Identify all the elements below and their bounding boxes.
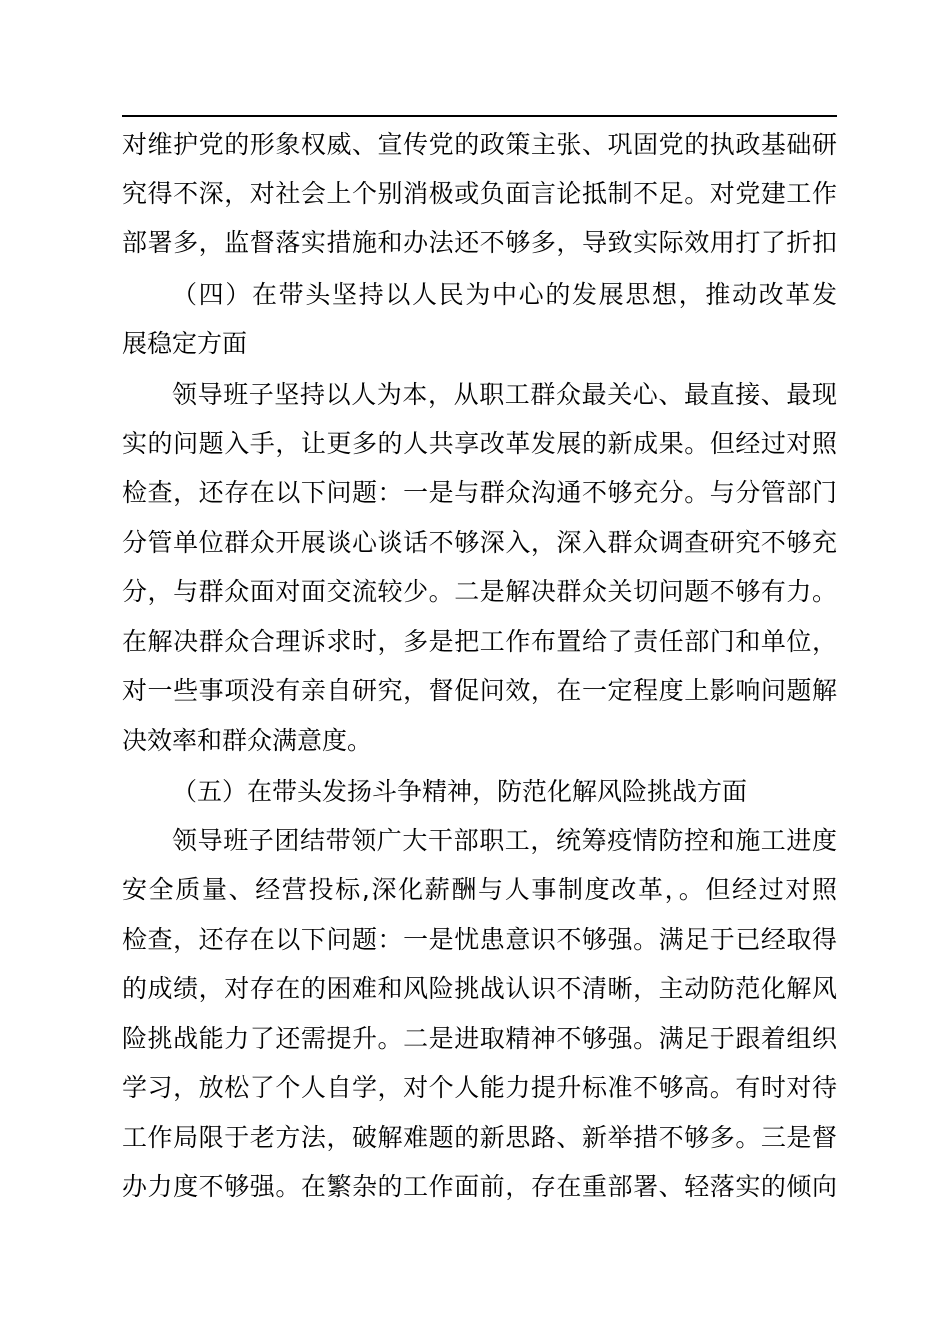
body-line: 的成绩，对存在的困难和风险挑战认识不清晰，主动防范化解风 [122,974,837,1003]
section-heading-five: （五）在带头发扬斗争精神，防范化解风险挑战方面 [172,777,748,806]
section-heading-four-continued: 展稳定方面 [122,329,248,358]
body-line: 部署多，监督落实措施和办法还不够多，导致实际效用打了折扣 [122,228,837,257]
body-line: 究得不深，对社会上个别消极或负面言论抵制不足。对党建工作 [122,179,837,208]
body-line: 对一些事项没有亲自研究，督促问效，在一定程度上影响问题解 [122,676,837,705]
body-line: 办力度不够强。在繁杂的工作面前，存在重部署、轻落实的倾向 [122,1172,837,1201]
body-line: 分管单位群众开展谈心谈话不够深入，深入群众调查研究不够充 [122,528,837,557]
section-heading-four: （四）在带头坚持以人民为中心的发展思想，推动改革发 [172,280,837,309]
body-line: 检查，还存在以下问题：一是忧患意识不够强。满足于已经取得 [122,925,837,954]
body-line: 实的问题入手，让更多的人共享改革发展的新成果。但经过对照 [122,429,837,458]
paragraph-first-line: 领导班子团结带领广大干部职工，统筹疫情防控和施工进度 [172,826,837,855]
body-line: 分，与群众面对面交流较少。二是解决群众关切问题不够有力。 [122,577,837,606]
body-line: 险挑战能力了还需提升。二是进取精神不够强。满足于跟着组织 [122,1024,837,1053]
body-line-last: 决效率和群众满意度。 [122,726,373,755]
paragraph-first-line: 领导班子坚持以人为本，从职工群众最关心、最直接、最现 [172,380,837,409]
header-rule [122,115,837,117]
body-line: 工作局限于老方法，破解难题的新思路、新举措不够多。三是督 [122,1123,837,1152]
body-line: 安全质量、经营投标,深化薪酬与人事制度改革，。但经过对照 [122,875,837,904]
body-line: 学习，放松了个人自学，对个人能力提升标准不够高。有时对待 [122,1073,837,1102]
body-line: 在解决群众合理诉求时，多是把工作布置给了责任部门和单位， [122,627,837,656]
body-line: 检查，还存在以下问题：一是与群众沟通不够充分。与分管部门 [122,478,837,507]
body-line: 对维护党的形象权威、宣传党的政策主张、巩固党的执政基础研 [122,130,837,159]
